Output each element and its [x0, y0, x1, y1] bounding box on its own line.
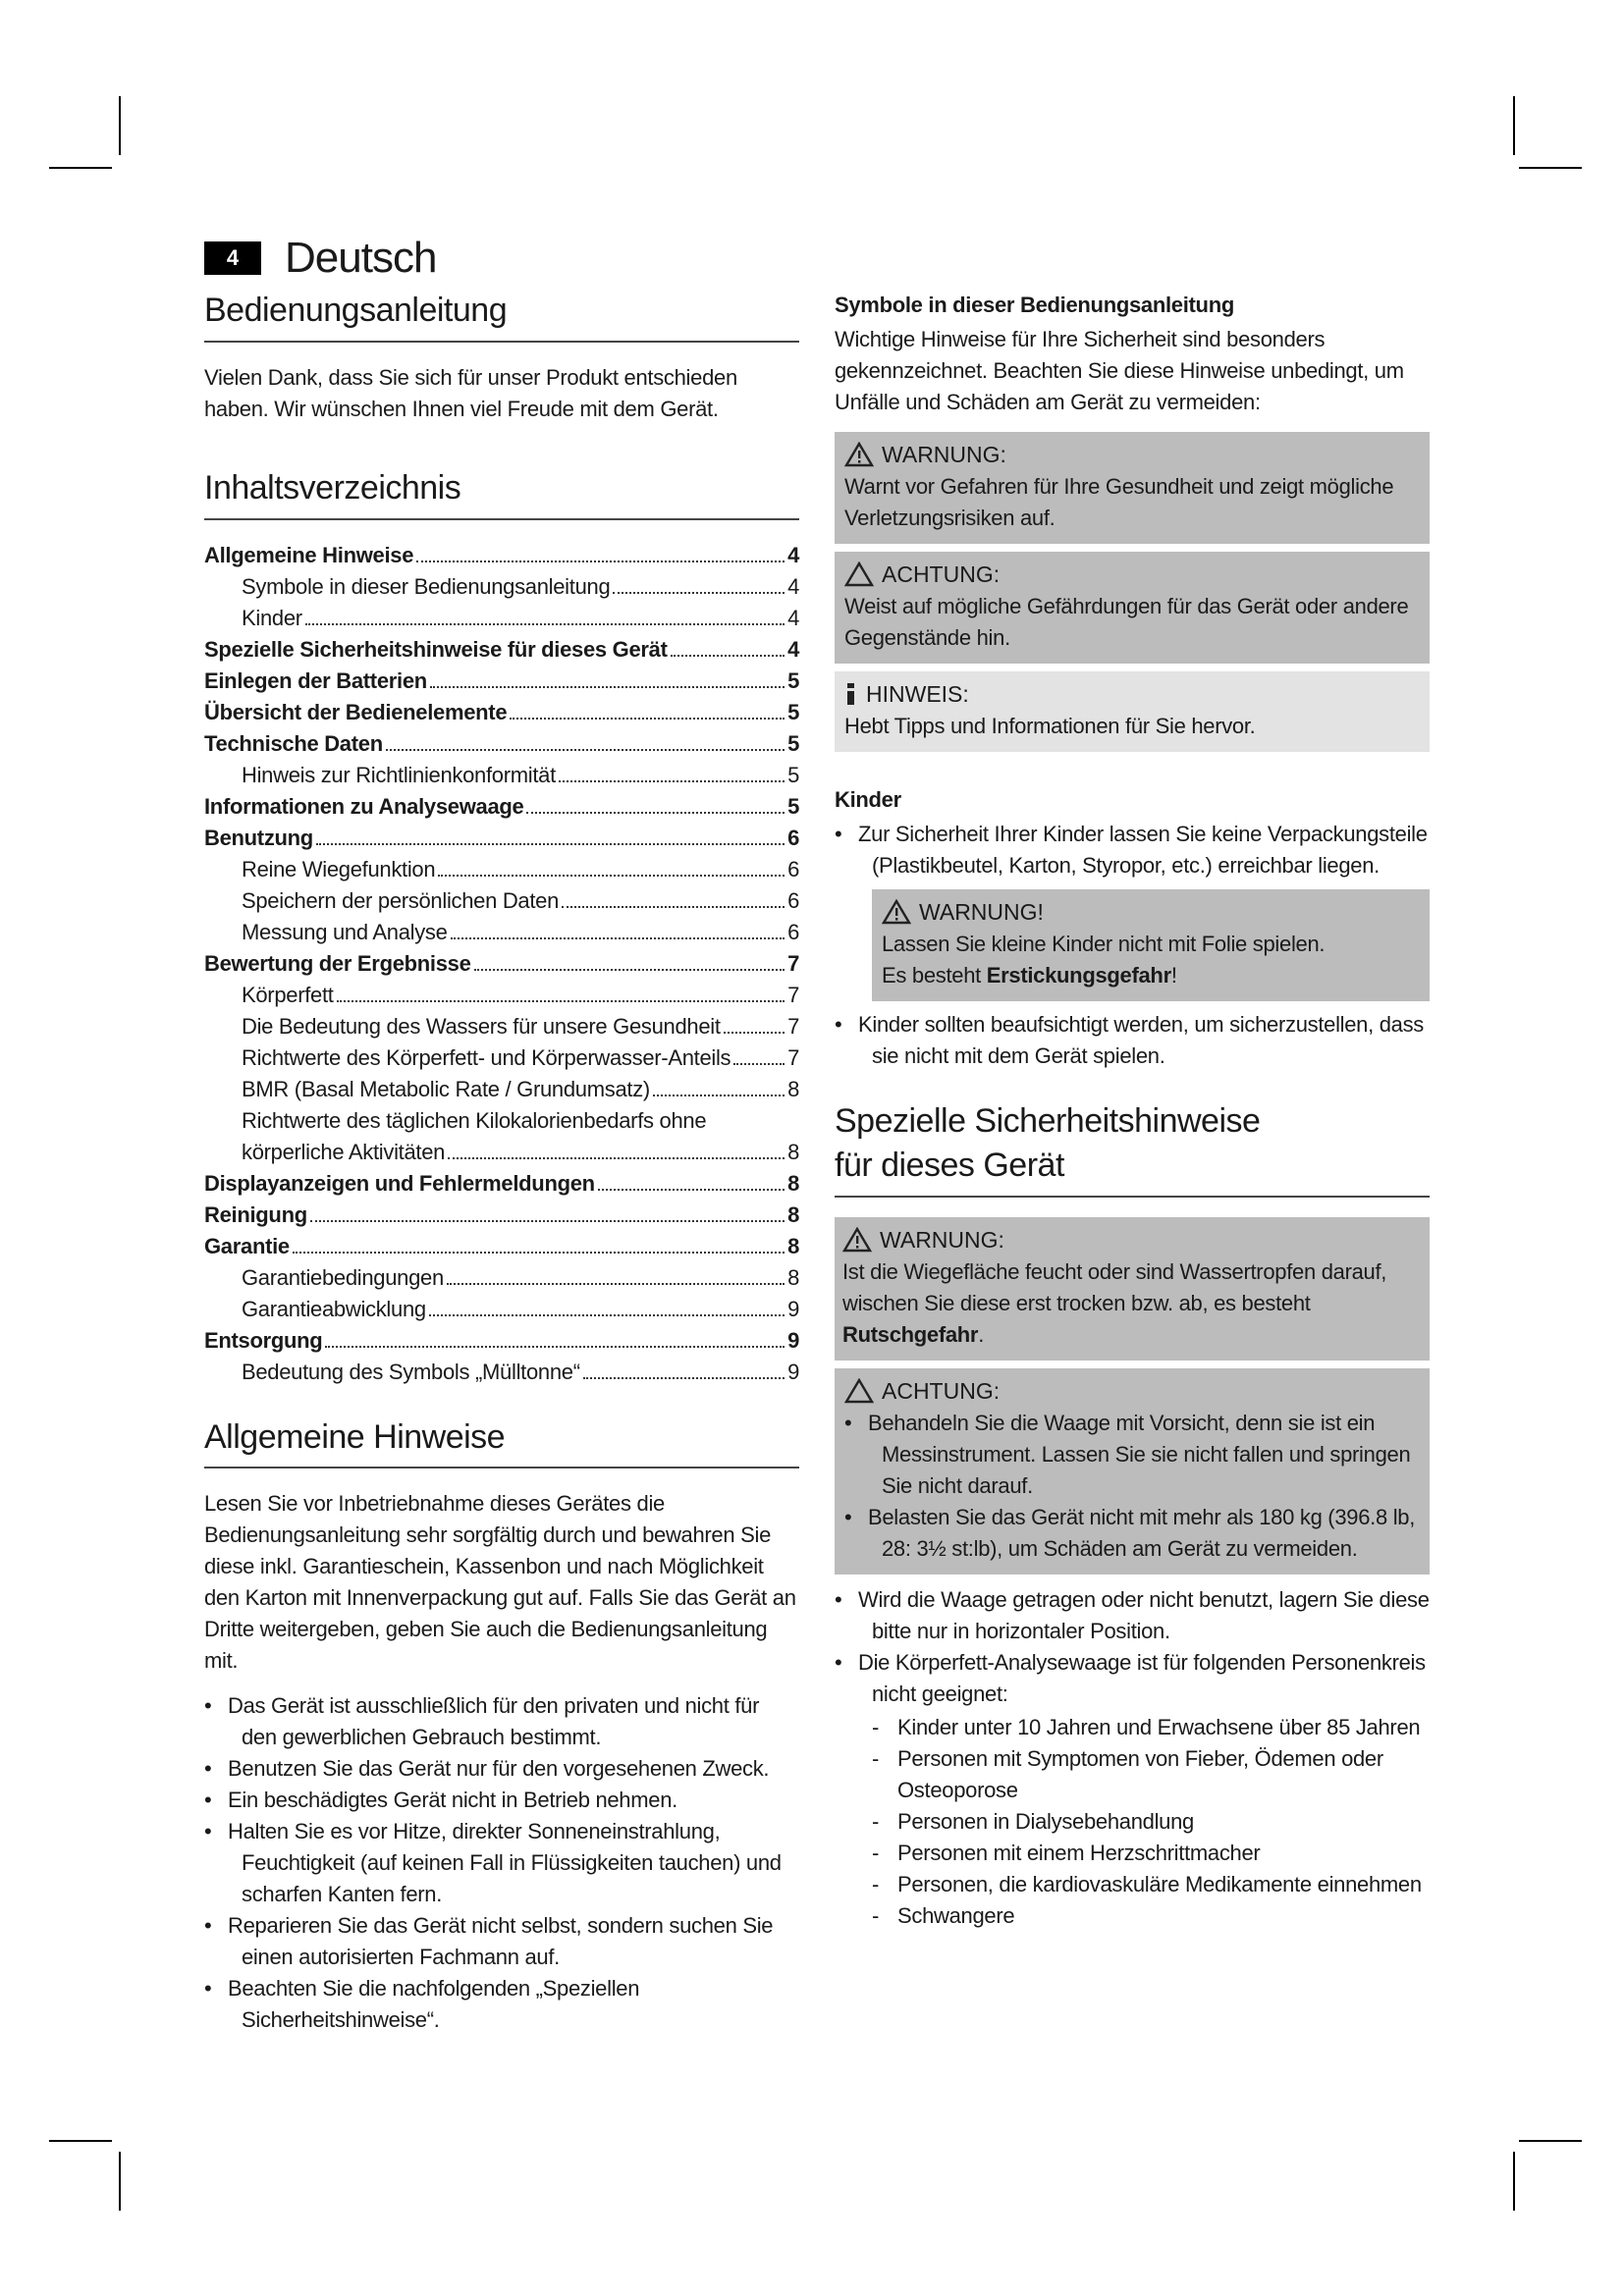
list-item: - Personen, die kardiovaskuläre Medikamente einnehmen	[872, 1869, 1430, 1900]
divider	[204, 1467, 799, 1468]
list-item: - Personen mit einem Herzschrittmacher	[872, 1838, 1430, 1869]
kinder-warnung-line1: Lassen Sie kleine Kinder nicht mit Folie spielen.	[882, 932, 1326, 956]
achtung-title: ACHTUNG:	[882, 561, 1001, 587]
spezielle-achtung-title: ACHTUNG:	[882, 1377, 1001, 1404]
crop-mark	[1519, 167, 1582, 169]
warning-triangle-icon	[842, 1227, 872, 1253]
crop-mark	[1513, 96, 1515, 155]
list-item: • Kinder sollten beaufsichtigt werden, um sicherzustellen, dass sie nicht mit dem Gerät spielen.	[835, 1009, 1430, 1072]
kinder-warnung-box	[872, 889, 1430, 1001]
list-item: • Reparieren Sie das Gerät nicht selbst, sondern suchen Sie einen autorisierten Fachmann auf.	[204, 1910, 799, 1973]
toc-entry[interactable]: Allgemeine Hinweise 4	[204, 542, 799, 567]
warnung-text: Warnt vor Gefahren für Ihre Gesundheit und zeigt mögliche Verletzungsrisiken auf.	[844, 474, 1394, 530]
toc-entry[interactable]: Bedeutung des Symbols „Mülltonne“ 9	[242, 1359, 799, 1384]
warnung-box	[835, 432, 1430, 544]
toc-entry[interactable]: Hinweis zur Richtlinienkonformität 5	[242, 762, 799, 787]
crop-mark	[119, 96, 121, 155]
heading-symbole: Symbole in dieser Bedienungsanleitung	[835, 293, 1234, 317]
spezielle-warnung-title: WARNUNG:	[880, 1226, 1004, 1253]
caution-triangle-icon	[844, 561, 874, 587]
kinder-warnung-line2: Es besteht Erstickungsgefahr!	[882, 963, 1177, 988]
achtung-text: Weist auf mögliche Gefährdungen für das Gerät oder andere Gegenstände hin.	[844, 594, 1409, 650]
kinder-bullets-2	[835, 1009, 1430, 1072]
divider	[204, 518, 799, 520]
list-item: - Schwangere	[872, 1900, 1430, 1932]
toc-entry[interactable]: Garantiebedingungen 8	[242, 1264, 799, 1290]
intro-paragraph: Vielen Dank, dass Sie sich für unser Produkt entschieden haben. Wir wünschen Ihnen viel Freude mit dem Gerät.	[204, 364, 737, 421]
crop-mark	[1519, 2140, 1582, 2142]
toc-entry[interactable]: körperliche Aktivitäten 8	[242, 1139, 799, 1164]
toc-entry[interactable]: Richtwerte des Körperfett- und Körperwasser-Anteils 7	[242, 1044, 799, 1070]
warning-triangle-icon	[844, 442, 874, 467]
toc-entry[interactable]: Symbole in dieser Bedienungsanleitung 4	[242, 573, 799, 599]
toc-entry[interactable]: Kinder 4	[242, 605, 799, 630]
list-item: • Ein beschädigtes Gerät nicht in Betrieb nehmen.	[204, 1785, 799, 1816]
toc-entry[interactable]: Informationen zu Analysewaage 5	[204, 793, 799, 819]
warning-triangle-icon	[882, 899, 911, 925]
list-item: • Beachten Sie die nachfolgenden „Speziellen Sicherheitshinweise“.	[204, 1973, 799, 2036]
list-item: • Wird die Waage getragen oder nicht benutzt, lagern Sie diese bitte nur in horizontaler Position.	[835, 1584, 1430, 1647]
toc-entry[interactable]: Displayanzeigen und Fehlermeldungen 8	[204, 1170, 799, 1196]
toc-entry[interactable]: Reinigung 8	[204, 1201, 799, 1227]
kinder-warnung-title: WARNUNG!	[919, 899, 1044, 925]
toc-entry[interactable]: Entsorgung 9	[204, 1327, 799, 1353]
list-item: - Personen in Dialysebehandlung	[872, 1806, 1430, 1838]
crop-mark	[49, 2140, 112, 2142]
toc-entry[interactable]: Reine Wiegefunktion 6	[242, 856, 799, 881]
list-item: • Behandeln Sie die Waage mit Vorsicht, denn sie ist ein Messinstrument. Lassen Sie sie nicht fallen und springen Sie nicht darauf.	[844, 1408, 1420, 1502]
language-title: Deutsch	[285, 234, 437, 282]
achtung-box	[835, 552, 1430, 664]
hinweis-text: Hebt Tipps und Informationen für Sie hervor.	[844, 714, 1256, 738]
caution-triangle-icon	[844, 1378, 874, 1404]
heading-spezielle-line2: für dieses Gerät	[835, 1146, 1064, 1184]
page-number: 4	[204, 241, 261, 275]
heading-bedienungsanleitung: Bedienungsanleitung	[204, 292, 508, 329]
list-item: • Die Körperfett-Analysewaage ist für folgenden Personenkreis nicht geeignet:	[835, 1647, 1430, 1710]
hinweis-box	[835, 671, 1430, 752]
toc-entry[interactable]: Messung und Analyse 6	[242, 919, 799, 944]
spezielle-bullets	[835, 1584, 1430, 1710]
unsuitable-persons-list	[872, 1712, 1430, 1932]
table-of-contents	[204, 540, 799, 1388]
divider	[835, 1196, 1430, 1198]
list-item: • Benutzen Sie das Gerät nur für den vorgesehenen Zweck.	[204, 1753, 799, 1785]
toc-entry[interactable]: Garantieabwicklung 9	[242, 1296, 799, 1321]
left-column	[204, 291, 799, 2048]
divider	[204, 341, 799, 343]
allgemeine-bullets	[204, 1690, 799, 2036]
list-item: • Belasten Sie das Gerät nicht mit mehr als 180 kg (396.8 lb, 28: 3½ st:lb), um Schäden am Gerät zu vermeiden.	[844, 1502, 1420, 1565]
heading-kinder: Kinder	[835, 787, 901, 812]
toc-entry[interactable]: Benutzung 6	[204, 825, 799, 850]
hinweis-title: HINWEIS:	[866, 681, 969, 707]
symbole-intro: Wichtige Hinweise für Ihre Sicherheit sind besonders gekennzeichnet. Beachten Sie diese Hinweise unbedingt, um Unfälle und Schäden am Gerät zu vermeiden:	[835, 327, 1404, 414]
toc-entry-continued[interactable]: Richtwerte des täglichen Kilokalorienbedarfs ohne	[242, 1107, 707, 1133]
crop-mark	[1513, 2152, 1515, 2211]
allgemeine-intro: Lesen Sie vor Inbetriebnahme dieses Gerätes die Bedienungsanleitung sehr sorgfältig durch und bewahren Sie diese inkl. Garantieschein, Kassenbon und nach Möglichkeit den Karton mit Innenverpackung gut auf. Falls Sie das Gerät an Dritte weitergeben, geben Sie auch die Bedienungsanleitung mit.	[204, 1491, 796, 1674]
toc-entry[interactable]: Speichern der persönlichen Daten 6	[242, 887, 799, 913]
toc-entry[interactable]: Einlegen der Batterien 5	[204, 667, 799, 693]
toc-entry[interactable]: Übersicht der Bedienelemente 5	[204, 699, 799, 724]
toc-entry[interactable]: Technische Daten 5	[204, 730, 799, 756]
crop-mark	[119, 2152, 121, 2211]
warnung-title: WARNUNG:	[882, 442, 1006, 467]
kinder-bullets	[835, 819, 1430, 881]
toc-entry[interactable]: BMR (Basal Metabolic Rate / Grundumsatz) 8	[242, 1076, 799, 1101]
right-column	[835, 291, 1430, 1932]
heading-allgemeine-hinweise: Allgemeine Hinweise	[204, 1417, 506, 1456]
list-item: - Kinder unter 10 Jahren und Erwachsene über 85 Jahren	[872, 1712, 1430, 1743]
page-header	[204, 234, 436, 283]
spezielle-warnung-text: Ist die Wiegefläche feucht oder sind Wassertropfen darauf, wischen Sie diese erst trocken bzw. ab, es besteht Rutschgefahr.	[842, 1258, 1387, 1347]
spezielle-achtung-box	[835, 1368, 1430, 1575]
crop-mark	[49, 167, 112, 169]
toc-entry[interactable]: Spezielle Sicherheitshinweise für dieses Gerät 4	[204, 636, 799, 662]
toc-entry[interactable]: Bewertung der Ergebnisse 7	[204, 950, 799, 976]
spezielle-warnung-box	[835, 1217, 1430, 1361]
list-item: • Halten Sie es vor Hitze, direkter Sonneneinstrahlung, Feuchtigkeit (auf keinen Fall in Flüssigkeiten tauchen) und scharfen Kanten fern.	[204, 1816, 799, 1910]
toc-entry[interactable]: Garantie 8	[204, 1233, 799, 1258]
heading-spezielle-line1: Spezielle Sicherheitshinweise	[835, 1102, 1261, 1140]
toc-entry[interactable]: Körperfett 7	[242, 982, 799, 1007]
list-item: • Das Gerät ist ausschließlich für den privaten und nicht für den gewerblichen Gebrauch bestimmt.	[204, 1690, 799, 1753]
list-item: - Personen mit Symptomen von Fieber, Ödemen oder Osteoporose	[872, 1743, 1430, 1806]
spezielle-achtung-bullets	[844, 1408, 1420, 1565]
toc-entry[interactable]: Die Bedeutung des Wassers für unsere Gesundheit 7	[242, 1013, 799, 1039]
heading-inhaltsverzeichnis: Inhaltsverzeichnis	[204, 468, 461, 507]
info-icon	[844, 681, 858, 707]
list-item: • Zur Sicherheit Ihrer Kinder lassen Sie keine Verpackungsteile (Plastikbeutel, Karton, Styropor, etc.) erreichbar liegen.	[835, 819, 1430, 881]
